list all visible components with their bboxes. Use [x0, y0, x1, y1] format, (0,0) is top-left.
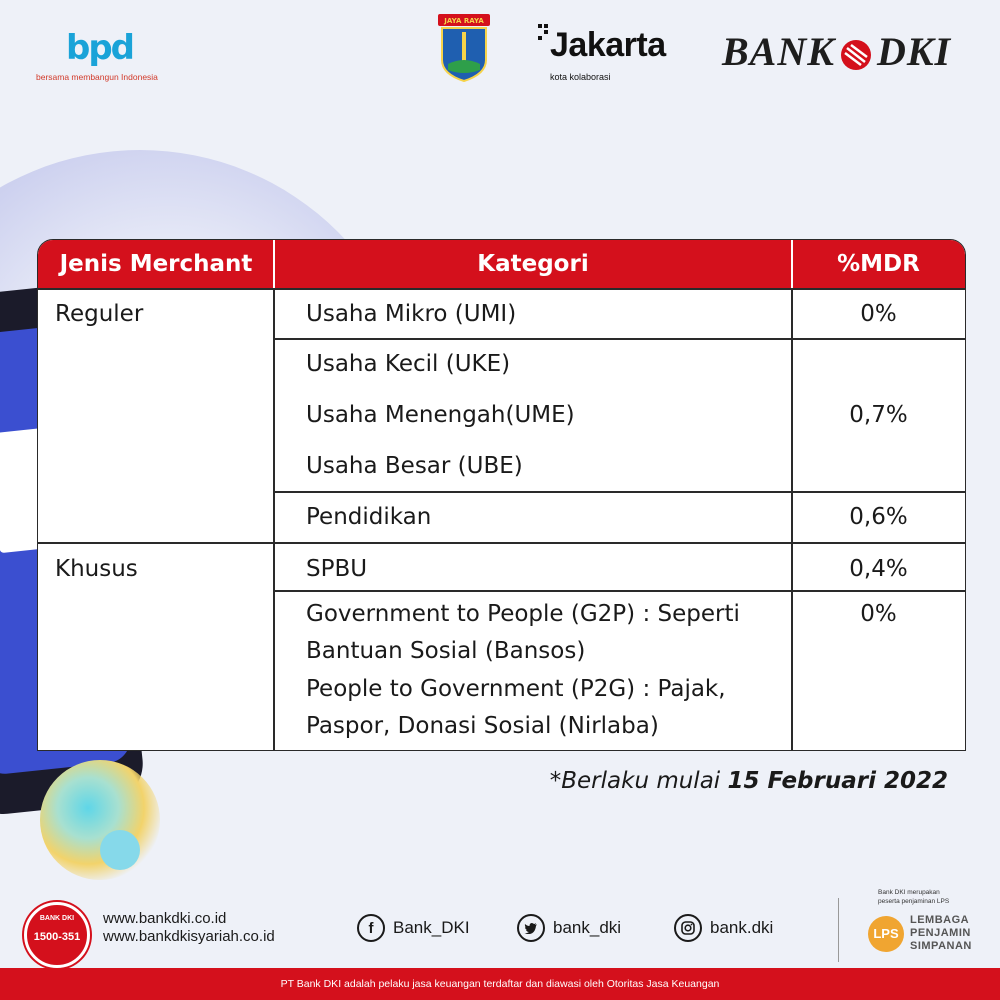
lps-note: [878, 888, 949, 906]
website-link-syariah[interactable]: www.bankdkisyariah.co.id: [103, 928, 275, 945]
row-divider: [38, 542, 965, 544]
kategori-p2g-line2: Paspor, Donasi Sosial (Nirlaba): [306, 713, 659, 739]
call-center-label: BANK DKI: [39, 915, 75, 922]
jayaraya-emblem: [436, 14, 492, 82]
mdr-g2p-p2g: 0%: [860, 601, 897, 627]
jayaraya-label: JAYA RAYA: [444, 17, 484, 25]
lps-wordmark: [910, 914, 972, 953]
header-mdr: %MDR: [837, 251, 920, 277]
lps-note-line-2: peserta penjaminan LPS: [878, 898, 950, 905]
mdr-spbu: 0,4%: [849, 556, 908, 582]
facebook-link[interactable]: [357, 914, 470, 942]
effective-date-note: [550, 768, 948, 794]
kategori-p2g-line1: People to Government (P2G) : Pajak,: [306, 676, 726, 702]
jakarta-wordmark: Jakarta: [550, 26, 666, 64]
jakarta-pixel-icon: [538, 22, 550, 50]
column-divider: [273, 288, 275, 750]
lps-line-2: PENJAMIN: [910, 927, 971, 939]
call-center-badge: [24, 902, 90, 968]
instagram-handle: bank.dki: [710, 918, 774, 937]
header-divider: [273, 240, 275, 288]
row-divider: [274, 590, 965, 592]
header-kategori: Kategori: [477, 251, 589, 277]
lps-line-3: SIMPANAN: [910, 940, 972, 952]
mdr-uke-ume-ube: 0,7%: [849, 402, 908, 428]
kategori-g2p-line1: Government to People (G2P) : Seperti: [306, 601, 740, 627]
lps-line-1: LEMBAGA: [910, 914, 970, 926]
website-link-bankdki[interactable]: www.bankdki.co.id: [103, 910, 227, 927]
instagram-icon: [674, 914, 702, 942]
row-divider: [274, 338, 965, 340]
mdr-umi: 0%: [860, 301, 897, 327]
merchant-khusus: Khusus: [55, 556, 138, 582]
lps-mark: LPS: [868, 916, 904, 952]
row-divider: [38, 288, 965, 290]
paint-splash: [40, 760, 160, 880]
footer: [0, 888, 1000, 968]
kategori-pendidikan: Pendidikan: [306, 504, 432, 530]
twitter-icon: [517, 914, 545, 942]
header-jenis-merchant: Jenis Merchant: [59, 251, 253, 277]
bpd-logo: [36, 28, 166, 88]
twitter-link[interactable]: [517, 914, 621, 942]
bank-dki-emblem-icon: [839, 35, 873, 69]
ojk-disclaimer: PT Bank DKI adalah pelaku jasa keuangan terdaftar dan diawasi oleh Otoritas Jasa Keuangan: [0, 968, 1000, 1000]
facebook-icon: f: [357, 914, 385, 942]
kategori-umi: Usaha Mikro (UMI): [306, 301, 517, 327]
jakarta-subtitle: kota kolaborasi: [550, 72, 611, 82]
dki-word: DKI: [876, 29, 952, 74]
kategori-g2p-line2: Bantuan Sosial (Bansos): [306, 638, 586, 664]
kategori-spbu: SPBU: [306, 556, 368, 582]
footnote-date: 15 Februari 2022: [727, 768, 948, 794]
kategori-ume: Usaha Menengah(UME): [306, 402, 575, 428]
mdr-pendidikan: 0,6%: [849, 504, 908, 530]
call-center-number: 1500-351: [33, 931, 81, 943]
lps-note-line-1: Bank DKI merupakan: [878, 889, 940, 896]
kategori-ube: Usaha Besar (UBE): [306, 453, 523, 479]
footer-divider: [838, 898, 839, 962]
facebook-handle: Bank_DKI: [393, 918, 470, 937]
row-divider: [274, 491, 965, 493]
bank-word: BANK: [722, 29, 835, 74]
header-divider: [791, 240, 793, 288]
table-header: [38, 240, 965, 288]
websites: [103, 910, 275, 946]
bpd-mark: bpd: [66, 28, 134, 68]
bank-dki-logo: [722, 28, 972, 76]
twitter-handle: bank_dki: [553, 918, 622, 937]
jakarta-logo: [538, 22, 688, 86]
mdr-table: [37, 239, 966, 751]
footnote-prefix: *Berlaku mulai: [549, 768, 728, 794]
bpd-tagline: bersama membangun Indonesia: [36, 72, 158, 82]
paint-drop: [100, 830, 140, 870]
instagram-link[interactable]: [674, 914, 773, 942]
kategori-uke: Usaha Kecil (UKE): [306, 351, 511, 377]
lps-logo: [868, 910, 978, 956]
merchant-reguler: Reguler: [55, 301, 144, 327]
